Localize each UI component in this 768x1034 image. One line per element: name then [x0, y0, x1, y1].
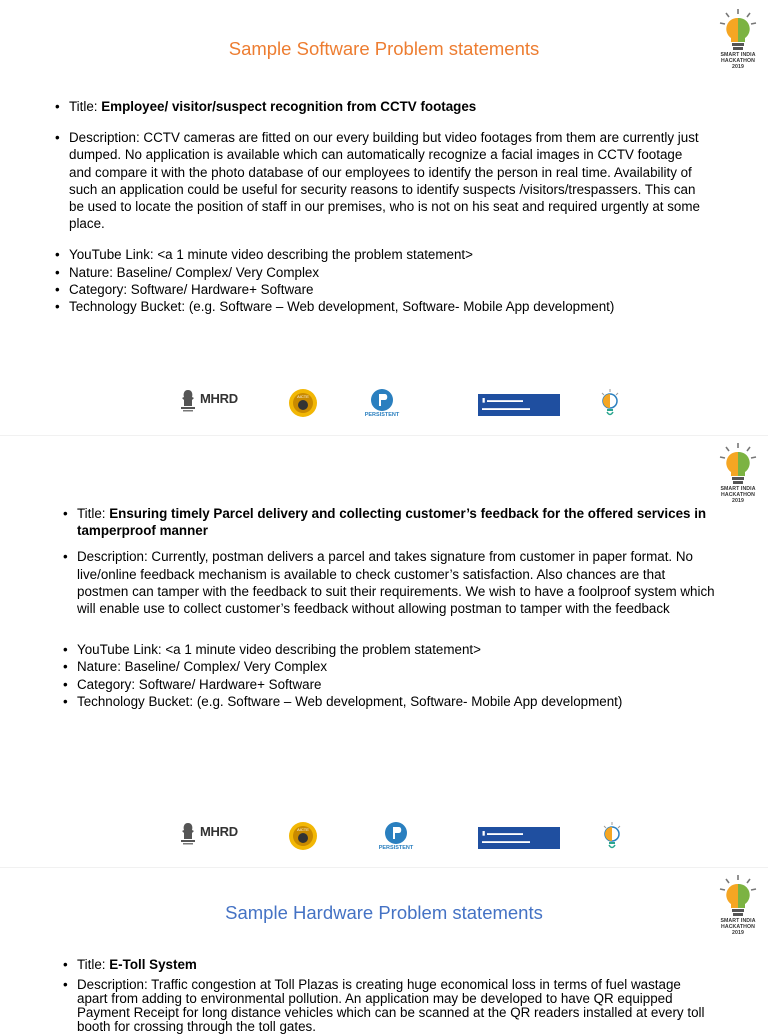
sih-logo — [714, 8, 762, 70]
partner-logos — [0, 821, 768, 861]
aicte-emblem-icon — [288, 388, 318, 418]
persistent-text: PERSISTENT — [378, 845, 414, 851]
sih-bulb-icon — [718, 8, 758, 52]
sih-small-logo — [598, 388, 622, 423]
problem-statement-body — [55, 98, 705, 315]
sih-logo-line-3: 2019 — [732, 498, 744, 504]
persistent-p-icon — [370, 388, 394, 412]
sih-logo-line-2: HACKATHON — [721, 58, 755, 64]
nature-bullet: • Nature: Baseline/ Complex/ Very Complex — [55, 264, 705, 281]
title-bullet — [63, 958, 713, 972]
sih-logo-line-3: 2019 — [732, 930, 744, 936]
slide-heading: Sample Software Problem statements — [228, 38, 540, 59]
bulb-icon — [598, 388, 622, 418]
technology-bullet: • Technology Bucket: (e.g. Software – Web development, Software- Mobile App development) — [55, 298, 705, 315]
slide-software-1 — [0, 0, 768, 435]
problem-title: E-Toll System — [109, 957, 197, 972]
partner-logos — [0, 388, 768, 428]
national-emblem-icon — [178, 821, 198, 845]
problem-title: Ensuring timely Parcel delivery and collecting customer’s feedback for the offered services in tamperproof manner — [77, 506, 707, 539]
nature-bullet: • Nature: Baseline/ Complex/ Very Complex — [63, 658, 715, 675]
youtube-bullet: • YouTube Link: <a 1 minute video describing the problem statement> — [55, 246, 705, 263]
description-bullet: • Description: Currently, postman delivers a parcel and takes signature from customer in paper format. No live/online feedback mechanism is available to check customer’s satisfaction. Also chances are that postmen can tamper with the feedback to suit their requirements. We wish to have a foolproof system which will enable use to collect customer’s feedback without allowing postman to tamper with the feedback — [63, 548, 715, 617]
problem-statement-body — [63, 958, 713, 1034]
mhrd-text: MHRD — [200, 391, 238, 406]
mhrd-logo — [178, 388, 238, 417]
slide-hardware-1 — [0, 867, 768, 1034]
title-bullet — [55, 98, 705, 115]
problem-title: Employee/ visitor/suspect recognition from CCTV footages — [101, 99, 477, 114]
sih-logo-line-2: HACKATHON — [721, 924, 755, 930]
sih-logo-line-3: 2019 — [732, 64, 744, 70]
sih-small-logo — [600, 821, 624, 856]
bank-logo — [478, 827, 560, 849]
sih-bulb-icon — [718, 442, 758, 486]
sih-logo-line-2: HACKATHON — [721, 492, 755, 498]
persistent-logo — [362, 388, 402, 418]
bank-logo — [478, 394, 560, 416]
persistent-p-icon — [384, 821, 408, 845]
description-bullet: • Description: Traffic congestion at Toll Plazas is creating huge economical loss in terms of fuel wastage apart from adding to environmental pollution. An application may be developed to have QR equipped Payment Receipt for long distance vehicles which can be scanned at the QR readers installed at every toll booth for crossing through the toll gates. — [63, 978, 713, 1034]
slide-heading: Sample Hardware Problem statements — [225, 902, 543, 923]
mhrd-logo — [178, 821, 238, 850]
category-bullet: • Category: Software/ Hardware+ Software — [63, 676, 715, 693]
bank-banner-icon: ▮ ▬▬▬▬▬▬ ▬▬▬▬▬▬▬▬ — [478, 827, 560, 849]
category-bullet: • Category: Software/ Hardware+ Software — [55, 281, 705, 298]
title-bullet — [63, 505, 715, 539]
national-emblem-icon — [178, 388, 198, 412]
aicte-logo — [288, 388, 318, 423]
title-prefix: Title: — [77, 957, 110, 972]
slide-software-2 — [0, 435, 768, 868]
title-prefix: Title: — [69, 99, 102, 114]
mhrd-text: MHRD — [200, 824, 238, 839]
sih-logo — [714, 874, 762, 936]
bulb-icon — [600, 821, 624, 851]
youtube-bullet: • YouTube Link: <a 1 minute video describing the problem statement> — [63, 641, 715, 658]
sih-bulb-icon — [718, 874, 758, 918]
sih-logo — [714, 442, 762, 504]
aicte-emblem-icon — [288, 821, 318, 851]
sih-logo-line-1: SMART INDIA — [720, 486, 756, 492]
problem-statement-body — [63, 505, 715, 710]
persistent-logo — [376, 821, 416, 851]
aicte-logo — [288, 821, 318, 856]
description-bullet: • Description: CCTV cameras are fitted on our every building but video footages from them are currently just dumped. No application is available which can automatically recognize a facial images in CCTV footage and compare it with the photo database of our employees to identify the person in real time. Availability of such an application could be useful for security reasons to identify suspects /visitors/trespassers. This can be used to locate the position of staff in our premises, who is not on his seat and required urgently at some place. — [55, 129, 705, 232]
persistent-text: PERSISTENT — [364, 412, 400, 418]
technology-bullet: • Technology Bucket: (e.g. Software – Web development, Software- Mobile App development) — [63, 693, 715, 710]
sih-logo-line-1: SMART INDIA — [720, 918, 756, 924]
sih-logo-line-1: SMART INDIA — [720, 52, 756, 58]
bank-banner-icon: ▮ ▬▬▬▬▬▬ ▬▬▬▬▬▬▬▬ — [478, 394, 560, 416]
title-prefix: Title: — [77, 506, 110, 521]
